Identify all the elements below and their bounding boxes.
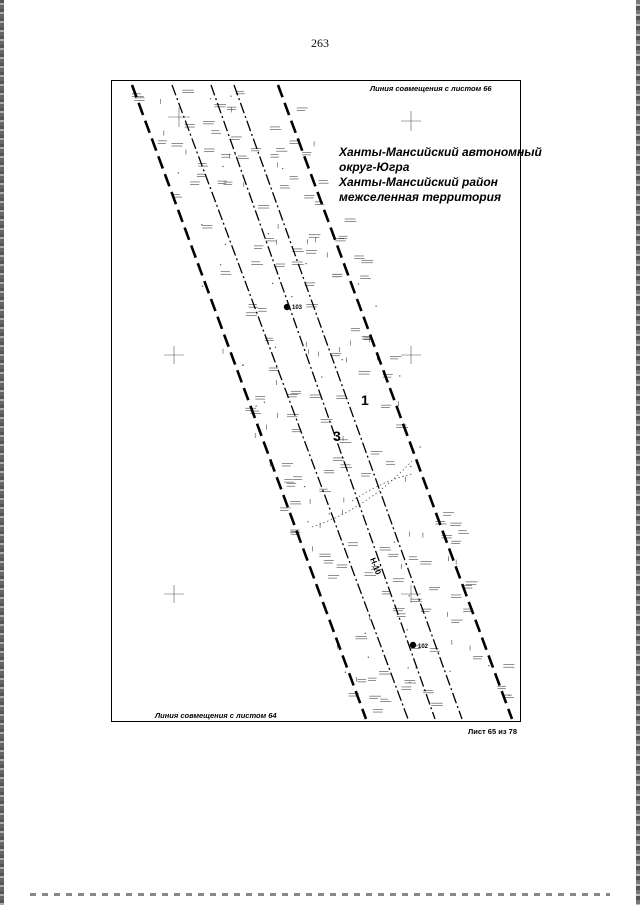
dot-symbol: [321, 376, 322, 377]
dot-symbol: [225, 244, 226, 245]
marsh-symbol: [211, 131, 221, 134]
marsh-symbol: [451, 541, 461, 544]
dot-symbol: [230, 96, 231, 97]
marsh-symbol: [466, 582, 478, 585]
dot-symbol: [291, 296, 292, 297]
dot-symbol: [375, 305, 376, 306]
marsh-symbol: [498, 686, 506, 689]
marsh-symbol: [458, 531, 469, 534]
marsh-symbol: [393, 608, 405, 611]
grid-cross-4: [401, 346, 421, 364]
top-match-line-label: Линия совмещения с листом 66: [370, 84, 492, 93]
dot-symbol: [305, 263, 306, 264]
dot-symbol: [342, 359, 343, 360]
scan-edge-left: [0, 0, 4, 905]
marsh-symbol: [371, 452, 383, 455]
marsh-symbol: [345, 219, 357, 222]
marsh-symbol: [396, 425, 408, 428]
marsh-symbol: [336, 396, 346, 399]
point-103-marker: [284, 304, 290, 310]
marsh-symbol: [332, 353, 342, 356]
marsh-symbol: [355, 636, 367, 639]
region-line-1: Ханты-Мансийский автономный: [339, 145, 542, 159]
marsh-symbol: [443, 513, 454, 516]
marsh-symbol: [202, 225, 212, 228]
marsh-symbol: [373, 710, 383, 713]
marsh-symbol: [290, 530, 300, 533]
dot-symbol: [272, 283, 273, 284]
dot-symbol: [275, 347, 276, 348]
marsh-symbol: [441, 535, 452, 538]
marsh-symbol: [310, 395, 322, 398]
marsh-symbol: [276, 264, 285, 267]
marsh-symbol: [280, 508, 290, 511]
region-caption: [339, 145, 559, 205]
marsh-symbol: [319, 489, 331, 492]
marsh-symbol: [324, 470, 334, 473]
marsh-symbol: [464, 586, 473, 589]
corridor-left-boundary: [132, 85, 366, 719]
dot-symbol: [178, 172, 179, 173]
marsh-symbol: [291, 391, 301, 394]
dot-symbol: [407, 629, 408, 630]
marsh-symbol: [185, 125, 195, 128]
dot-symbol: [365, 633, 366, 634]
dot-symbol: [410, 466, 411, 467]
dot-symbol: [201, 224, 202, 225]
marsh-symbol: [190, 182, 200, 185]
marsh-symbol: [360, 276, 371, 279]
marsh-symbol: [473, 656, 483, 659]
dot-symbol: [282, 168, 283, 169]
marsh-symbol: [302, 152, 311, 155]
dot-symbol: [345, 672, 346, 673]
dot-symbol: [264, 402, 265, 403]
marsh-symbol: [265, 238, 276, 241]
grid-cross-2: [401, 111, 421, 131]
dot-symbol: [210, 98, 211, 99]
marsh-symbol: [380, 699, 391, 702]
marsh-symbol: [280, 185, 290, 188]
marsh-symbol: [293, 477, 302, 480]
marsh-symbol: [203, 121, 215, 124]
dot-symbol: [399, 375, 400, 376]
marsh-symbol: [204, 149, 214, 152]
marsh-symbol: [258, 206, 269, 209]
marsh-symbol: [319, 181, 329, 184]
dot-symbol: [419, 446, 420, 447]
marsh-symbol: [401, 687, 411, 690]
marsh-symbol: [287, 414, 299, 417]
marsh-symbol: [306, 251, 317, 254]
marsh-symbol: [430, 649, 440, 652]
marsh-symbol: [503, 665, 514, 668]
zone-label-1: 1: [361, 392, 369, 408]
marsh-symbol: [276, 149, 287, 152]
marsh-symbol: [358, 679, 367, 682]
grid-cross-6: [401, 585, 421, 603]
marsh-symbol: [306, 304, 317, 307]
dot-symbol: [407, 667, 408, 668]
marsh-symbol: [251, 262, 263, 265]
marsh-symbol: [368, 678, 377, 681]
marsh-symbol: [221, 272, 232, 275]
marsh-symbol: [337, 565, 348, 568]
marsh-symbol: [255, 397, 265, 400]
marsh-symbol: [451, 620, 463, 623]
marsh-symbol: [451, 595, 462, 598]
marsh-symbol: [284, 480, 294, 483]
dot-symbol: [222, 166, 223, 167]
marsh-symbol: [390, 356, 401, 359]
scan-edge-right: [636, 0, 640, 905]
scan-edge-bottom: [30, 893, 610, 896]
marsh-symbol: [328, 576, 339, 579]
marsh-symbol: [351, 328, 360, 331]
marsh-symbol: [354, 256, 364, 258]
marsh-symbol: [348, 543, 358, 546]
grid-cross-3: [164, 346, 184, 364]
dot-symbol: [234, 154, 235, 155]
marsh-symbol: [429, 587, 440, 590]
sheet-label: Лист 65 из 78: [468, 727, 517, 736]
marsh-symbol: [246, 313, 257, 316]
dot-symbol: [268, 233, 269, 234]
dot-symbol: [329, 513, 330, 514]
point-102-label: 102: [418, 644, 429, 650]
marsh-symbol: [251, 148, 261, 151]
marsh-symbol: [270, 127, 282, 130]
bottom-match-line-label: Линия совмещения с листом 64: [155, 711, 277, 720]
marsh-symbol: [258, 309, 267, 312]
point-103-label: 103: [292, 305, 303, 311]
dot-symbol: [394, 541, 395, 542]
marsh-symbol: [297, 108, 308, 111]
marsh-symbol: [171, 144, 183, 147]
marsh-symbol: [182, 90, 194, 93]
dot-symbol: [358, 283, 359, 284]
marsh-symbol: [158, 141, 167, 144]
dot-symbol: [368, 657, 369, 658]
marsh-symbol: [324, 561, 334, 564]
dot-symbol: [220, 264, 221, 265]
marsh-symbol: [380, 547, 392, 550]
marsh-symbol: [270, 155, 279, 158]
dotted-contour-1: [312, 461, 412, 527]
marsh-symbol: [361, 474, 371, 477]
marsh-symbol: [409, 557, 418, 560]
zone-label-3: 3: [333, 428, 341, 444]
marsh-symbol: [231, 137, 242, 140]
marsh-symbol: [411, 599, 422, 602]
marsh-symbol: [214, 104, 226, 107]
marsh-symbol: [269, 368, 278, 371]
marsh-symbol: [369, 696, 381, 699]
marsh-symbol: [450, 523, 462, 526]
dot-symbol: [488, 665, 489, 666]
marsh-symbol: [361, 260, 373, 263]
marsh-symbol: [290, 501, 301, 504]
region-line-4: межселенная территория: [339, 190, 502, 204]
marsh-symbol: [386, 462, 395, 465]
marsh-symbol: [132, 94, 144, 97]
dot-symbol: [255, 405, 256, 406]
grid-cross-5: [164, 585, 184, 603]
marsh-symbol: [381, 405, 391, 408]
marsh-symbol: [379, 672, 391, 675]
dot-symbol: [242, 365, 243, 366]
marsh-symbol: [304, 195, 314, 198]
marsh-symbol: [319, 554, 330, 557]
marsh-symbol: [134, 98, 144, 101]
marsh-symbol: [197, 174, 205, 177]
marsh-symbol: [358, 372, 370, 375]
marsh-symbol: [238, 156, 249, 159]
dot-symbol: [202, 285, 203, 286]
region-line-2: округ-Югра: [339, 160, 410, 174]
region-line-3: Ханты-Мансийский район: [339, 175, 498, 189]
marsh-symbol: [340, 440, 352, 443]
marsh-symbol: [254, 246, 263, 249]
marsh-symbol: [282, 463, 293, 466]
marsh-symbol: [420, 562, 432, 565]
page-number: 263: [311, 36, 329, 50]
marsh-symbol: [388, 554, 398, 557]
dot-symbol: [449, 671, 450, 672]
marsh-symbol: [431, 703, 443, 706]
marsh-symbol: [382, 591, 391, 594]
marsh-symbol: [393, 579, 405, 582]
line-label: H-10: [368, 556, 383, 576]
dot-symbol: [307, 521, 308, 522]
marsh-symbol: [309, 235, 321, 238]
dot-symbol: [304, 486, 305, 487]
point-102-marker: [410, 642, 416, 648]
dot-symbol: [408, 595, 409, 596]
marsh-symbol: [287, 484, 297, 487]
marsh-symbol: [198, 164, 208, 167]
marsh-symbol: [290, 176, 299, 179]
